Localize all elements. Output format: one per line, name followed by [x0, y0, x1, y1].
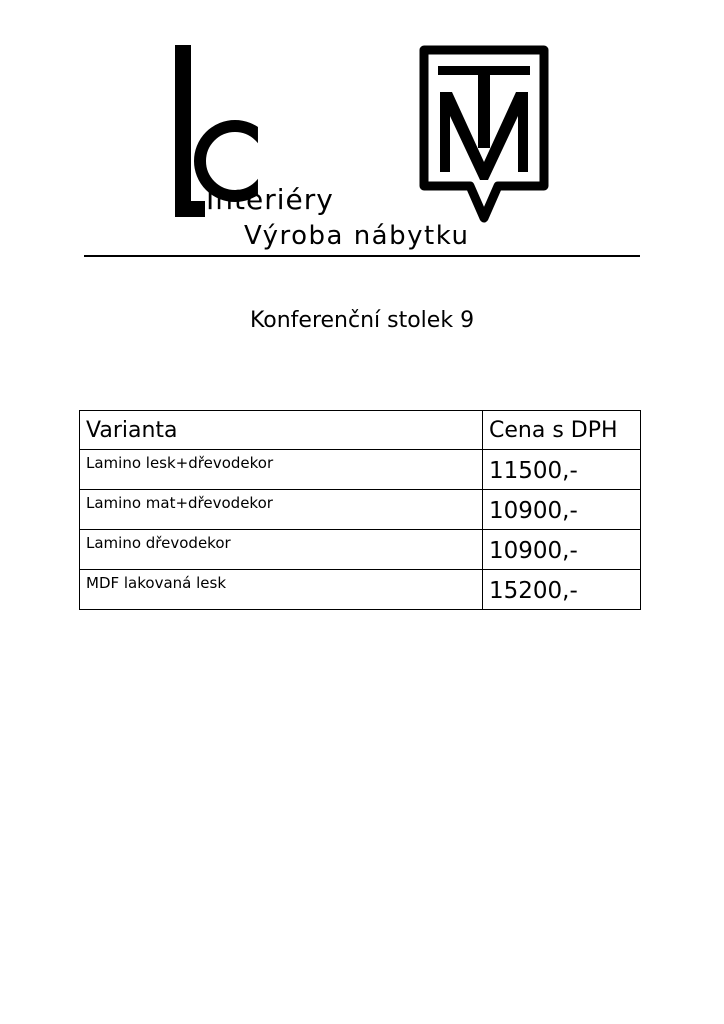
price-cell: 10900,-: [483, 530, 641, 570]
price-cell: 11500,-: [483, 450, 641, 490]
tm-monogram-logo: [418, 44, 550, 224]
table-row: [80, 450, 641, 490]
logo-letter-l-foot: [175, 201, 205, 217]
table-row: [80, 490, 641, 530]
price-table: [79, 410, 641, 610]
header-divider: [84, 255, 640, 257]
page-title: Konferenční stolek 9: [249, 308, 475, 333]
variant-cell: MDF lakovaná lesk: [80, 570, 483, 610]
variant-column-header: Varianta: [80, 411, 483, 450]
variant-cell: Lamino lesk+dřevodekor: [80, 450, 483, 490]
logo-brand-word: Interiéry: [206, 183, 334, 216]
variant-cell: Lamino dřevodekor: [80, 530, 483, 570]
table-header-row: [80, 411, 641, 450]
variant-cell: Lamino mat+dřevodekor: [80, 490, 483, 530]
logo-letter-l: [175, 45, 191, 217]
table-row: [80, 570, 641, 610]
table-row: [80, 530, 641, 570]
price-cell: 10900,-: [483, 490, 641, 530]
price-cell: 15200,-: [483, 570, 641, 610]
logo-tagline: Výroba nábytku: [244, 221, 470, 251]
price-column-header: Cena s DPH: [483, 411, 641, 450]
